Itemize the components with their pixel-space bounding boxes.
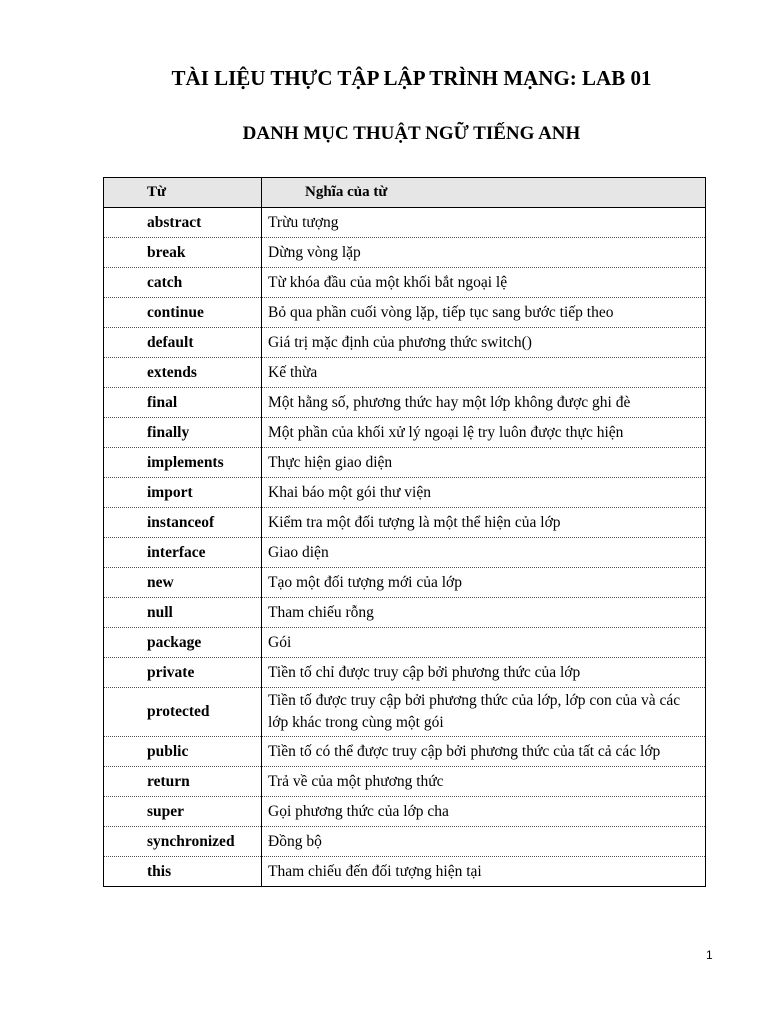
term-cell: implements bbox=[104, 448, 262, 478]
meaning-cell: Tham chiếu rỗng bbox=[262, 598, 706, 628]
term-cell: new bbox=[104, 568, 262, 598]
table-row bbox=[104, 797, 706, 827]
table-row bbox=[104, 767, 706, 797]
table-body bbox=[104, 208, 706, 887]
term-cell: synchronized bbox=[104, 827, 262, 857]
table-row bbox=[104, 628, 706, 658]
meaning-cell: Thực hiện giao diện bbox=[262, 448, 706, 478]
header-meaning: Nghĩa của từ bbox=[262, 178, 706, 208]
table-row bbox=[104, 568, 706, 598]
meaning-cell: Tiền tố có thể được truy cập bởi phương thức của tất cả các lớp bbox=[262, 737, 706, 767]
table-row bbox=[104, 238, 706, 268]
term-cell: break bbox=[104, 238, 262, 268]
table-row bbox=[104, 688, 706, 737]
meaning-cell: Dừng vòng lặp bbox=[262, 238, 706, 268]
table-row bbox=[104, 658, 706, 688]
meaning-cell: Trả về của một phương thức bbox=[262, 767, 706, 797]
meaning-cell: Đồng bộ bbox=[262, 827, 706, 857]
meaning-cell: Một hằng số, phương thức hay một lớp không được ghi đè bbox=[262, 388, 706, 418]
table-header-row bbox=[104, 178, 706, 208]
term-cell: instanceof bbox=[104, 508, 262, 538]
table-row bbox=[104, 208, 706, 238]
meaning-cell: Gọi phương thức của lớp cha bbox=[262, 797, 706, 827]
table-row bbox=[104, 827, 706, 857]
meaning-cell: Trừu tượng bbox=[262, 208, 706, 238]
term-cell: super bbox=[104, 797, 262, 827]
table-row bbox=[104, 857, 706, 887]
meaning-cell: Gói bbox=[262, 628, 706, 658]
table-row bbox=[104, 598, 706, 628]
meaning-cell: Từ khóa đầu của một khối bắt ngoại lệ bbox=[262, 268, 706, 298]
term-cell: public bbox=[104, 737, 262, 767]
table-row bbox=[104, 448, 706, 478]
term-cell: abstract bbox=[104, 208, 262, 238]
term-cell: extends bbox=[104, 358, 262, 388]
meaning-cell: Một phần của khối xử lý ngoại lệ try luôn được thực hiện bbox=[262, 418, 706, 448]
term-cell: package bbox=[104, 628, 262, 658]
meaning-cell: Bỏ qua phần cuối vòng lặp, tiếp tục sang bước tiếp theo bbox=[262, 298, 706, 328]
table-row bbox=[104, 538, 706, 568]
term-cell: this bbox=[104, 857, 262, 887]
meaning-cell: Tạo một đối tượng mới của lớp bbox=[262, 568, 706, 598]
meaning-cell: Tiền tố chỉ được truy cập bởi phương thức của lớp bbox=[262, 658, 706, 688]
table-row bbox=[104, 418, 706, 448]
table-row bbox=[104, 328, 706, 358]
meaning-cell: Tham chiếu đến đối tượng hiện tại bbox=[268, 862, 482, 880]
meaning-cell: Giá trị mặc định của phương thức switch() bbox=[262, 328, 706, 358]
meaning-cell: Kế thừa bbox=[262, 358, 706, 388]
term-cell: default bbox=[104, 328, 262, 358]
term-cell: catch bbox=[104, 268, 262, 298]
term-cell: finally bbox=[104, 418, 262, 448]
page-subtitle: DANH MỤC THUẬT NGỮ TIẾNG ANH bbox=[242, 123, 581, 144]
table-row bbox=[104, 737, 706, 767]
table-row bbox=[104, 268, 706, 298]
term-cell: private bbox=[104, 658, 262, 688]
page-number: 1 bbox=[706, 948, 713, 962]
term-cell: interface bbox=[104, 538, 262, 568]
term-cell: final bbox=[104, 388, 262, 418]
table-header bbox=[104, 178, 706, 208]
table-row bbox=[104, 478, 706, 508]
table-row bbox=[104, 298, 706, 328]
term-cell: return bbox=[104, 767, 262, 797]
meaning-cell: Tiền tố được truy cập bởi phương thức của lớp, lớp con của và các lớp khác trong cùng một gói bbox=[262, 688, 706, 737]
table-row bbox=[104, 508, 706, 538]
term-cell: continue bbox=[104, 298, 262, 328]
page-title: TÀI LIỆU THỰC TẬP LẬP TRÌNH MẠNG: LAB 01 bbox=[171, 66, 652, 90]
table-row bbox=[104, 388, 706, 418]
table-row bbox=[104, 358, 706, 388]
glossary-table bbox=[103, 177, 706, 887]
header-term: Từ bbox=[104, 178, 262, 208]
meaning-cell: Kiểm tra một đối tượng là một thể hiện của lớp bbox=[262, 508, 706, 538]
term-cell: null bbox=[104, 598, 262, 628]
meaning-cell: Giao diện bbox=[262, 538, 706, 568]
meaning-cell: Khai báo một gói thư viện bbox=[262, 478, 706, 508]
term-cell: protected bbox=[104, 688, 262, 737]
term-cell: import bbox=[104, 478, 262, 508]
